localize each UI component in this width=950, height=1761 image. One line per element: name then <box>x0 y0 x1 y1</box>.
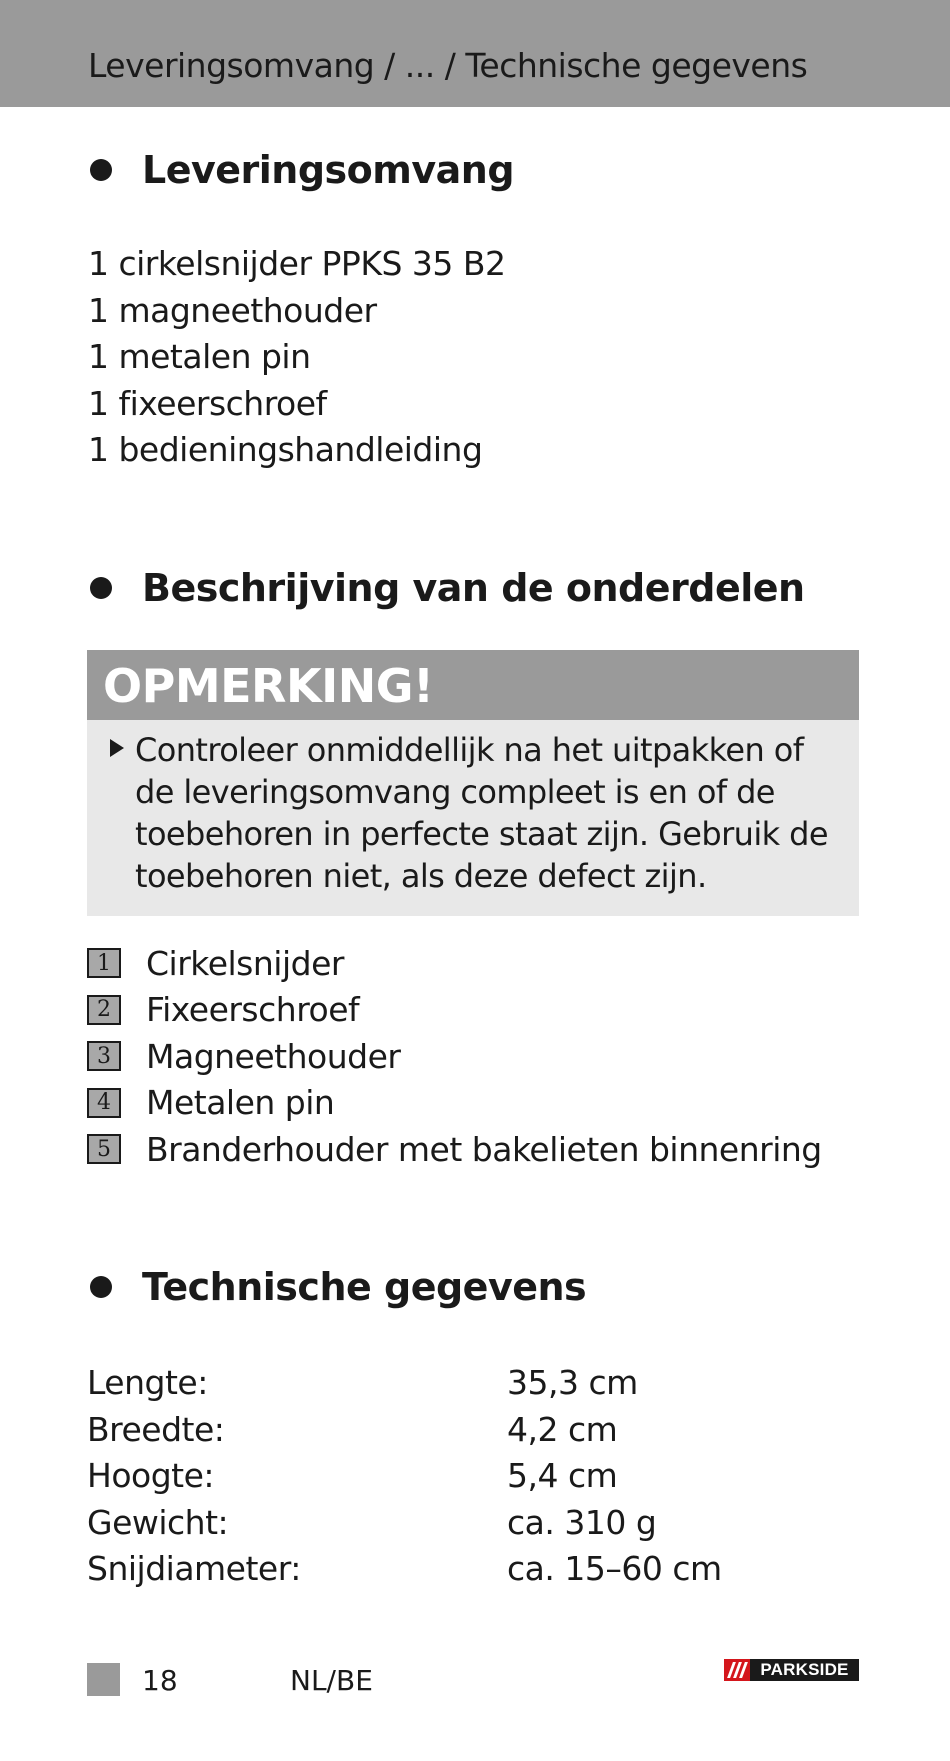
list-item: 1 magneethouder <box>88 290 377 330</box>
section-title-specs <box>90 1265 586 1309</box>
parkside-logo <box>724 1659 859 1681</box>
spec-value: ca. 310 g <box>507 1502 657 1542</box>
part-item <box>87 1033 822 1080</box>
footer-marker <box>87 1663 120 1696</box>
note-line: de leveringsomvang compleet is en of de <box>135 773 775 811</box>
part-label: Cirkelsnijder <box>146 943 344 983</box>
bullet-icon <box>90 1276 112 1298</box>
note-box <box>87 650 859 916</box>
page-number: 18 <box>142 1664 178 1697</box>
part-item <box>87 940 822 987</box>
spec-value: 5,4 cm <box>507 1456 618 1495</box>
list-item: 1 metalen pin <box>88 337 311 376</box>
spec-value: 4,2 cm <box>507 1409 618 1449</box>
section-title-scope-text: Leveringsomvang <box>142 148 515 192</box>
language-code: NL/BE <box>290 1664 373 1697</box>
section-title-parts-text: Beschrijving van de onderdelen <box>142 566 805 610</box>
part-label: Metalen pin <box>146 1083 335 1123</box>
triangle-right-icon <box>110 739 124 757</box>
parts-list <box>87 940 822 1173</box>
spec-label: Lengte: <box>87 1363 208 1402</box>
part-item <box>87 987 822 1034</box>
note-title: OPMERKING! <box>103 659 434 713</box>
spec-label: Hoogte: <box>87 1456 215 1495</box>
spec-label: Snijdiameter: <box>87 1549 301 1588</box>
part-label: Fixeerschroef <box>146 990 360 1030</box>
specs-table <box>87 1360 807 1593</box>
list-item: 1 cirkelsnijder PPKS 35 B2 <box>88 244 506 283</box>
part-number-badge: 5 <box>87 1134 121 1164</box>
logo-stripes-icon <box>724 1659 750 1681</box>
note-line: toebehoren niet, als deze defect zijn. <box>135 857 707 895</box>
spec-value: 35,3 cm <box>507 1363 638 1402</box>
logo-wordmark: PARKSIDE <box>750 1659 859 1681</box>
spec-row <box>87 1500 807 1547</box>
section-title-scope <box>90 148 514 192</box>
bullet-icon <box>90 159 112 181</box>
part-number-badge: 4 <box>87 1088 121 1118</box>
spec-row <box>87 1360 807 1407</box>
part-number-badge: 1 <box>87 948 121 978</box>
part-item <box>87 1080 822 1127</box>
note-line: toebehoren in perfecte staat zijn. Gebruik de <box>135 815 828 853</box>
note-text <box>135 729 850 897</box>
spec-value: ca. 15–60 cm <box>507 1549 722 1588</box>
spec-row <box>87 1407 807 1454</box>
spec-row <box>87 1453 807 1500</box>
section-title-specs-text: Technische gegevens <box>142 1265 587 1309</box>
spec-row <box>87 1546 807 1593</box>
list-item: 1 fixeerschroef <box>88 383 327 423</box>
bullet-icon <box>90 577 112 599</box>
part-item <box>87 1126 822 1173</box>
note-line: Controleer onmiddellijk na het uitpakken of <box>135 731 804 769</box>
part-label: Branderhouder met bakelieten binnenring <box>146 1129 822 1169</box>
part-number-badge: 2 <box>87 995 121 1025</box>
section-title-parts <box>90 566 805 610</box>
header-breadcrumb: Leveringsomvang / ... / Technische gegevens <box>88 46 808 85</box>
scope-list <box>88 241 506 474</box>
list-item: 1 bedieningshandleiding <box>88 430 483 469</box>
part-number-badge: 3 <box>87 1041 121 1071</box>
part-label: Magneethouder <box>146 1036 401 1076</box>
spec-label: Breedte: <box>87 1409 225 1449</box>
spec-label: Gewicht: <box>87 1502 229 1542</box>
page-header <box>0 0 950 107</box>
note-header <box>87 650 859 720</box>
